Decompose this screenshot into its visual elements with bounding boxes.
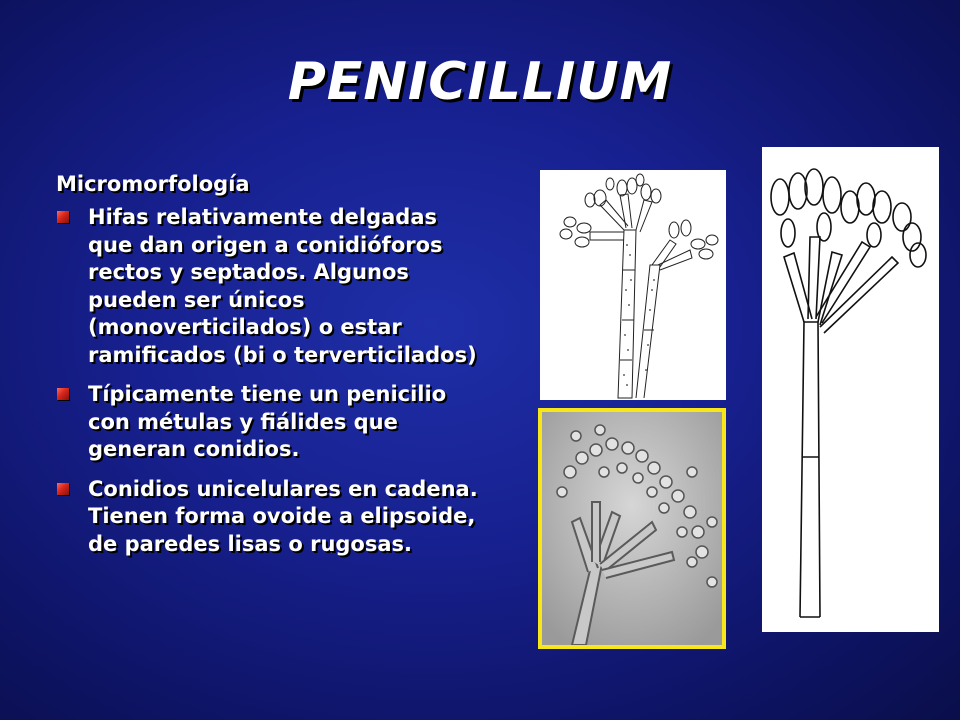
square-bullet-icon [57,388,69,400]
micrograph-photo [538,408,726,649]
list-item [56,381,486,464]
list-item [56,476,486,559]
conidiophore-drawing-branched [540,170,726,400]
content-block [56,172,486,570]
conidiophore-drawing-tall [762,147,939,632]
square-bullet-icon [57,483,69,495]
square-bullet-icon [57,211,69,223]
slide-title: PENICILLIUM [287,52,673,112]
subheading: Micromorfología [56,172,250,196]
bullet-text: Hifas relativamente delgadas que dan origen a conidióforos rectos y septados. Algunos pueden ser únicos (monoverticilados) o estar ramificados (bi o terverticilados) [88,205,477,367]
micrograph-illustration [542,412,722,645]
bullet-text: Típicamente tiene un penicilio con métulas y fiálides que generan conidios. [88,382,447,461]
conidiophore-branched-illustration [540,170,726,400]
conidiophore-tall-illustration [762,147,939,632]
list-item [56,204,486,369]
bullet-list [56,204,486,558]
bullet-text: Conidios unicelulares en cadena. Tienen forma ovoide a elipsoide, de paredes lisas o rugosas. [88,476,478,556]
